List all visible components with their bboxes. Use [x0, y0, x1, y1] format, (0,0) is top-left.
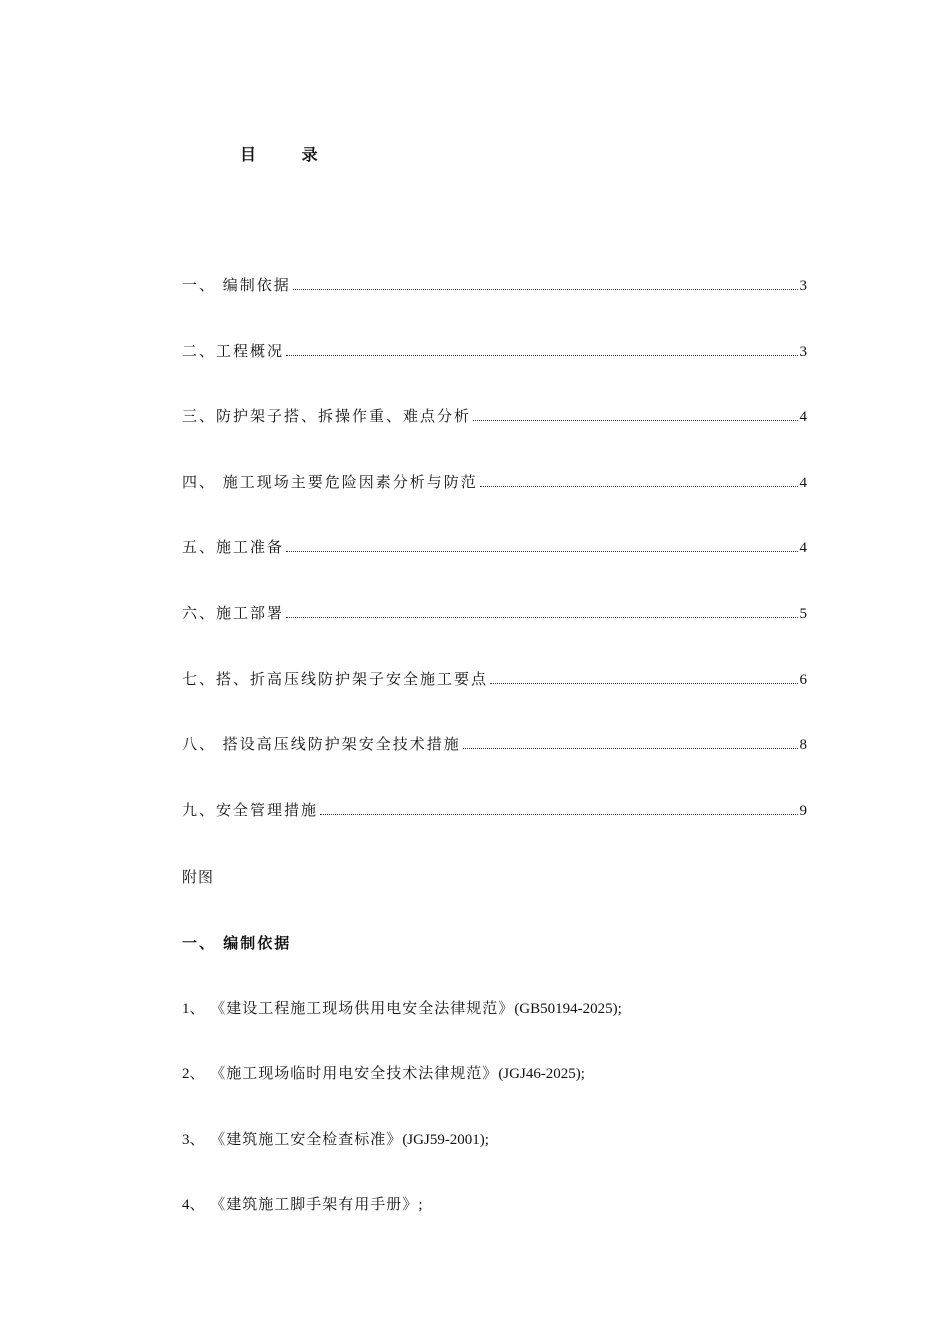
- toc-title: 目 录: [240, 145, 338, 164]
- toc-leader-dots: [473, 419, 797, 421]
- toc-entry[interactable]: [182, 602, 807, 668]
- toc-entry-label: 五、施工准备: [182, 538, 285, 557]
- reference-list: [182, 997, 802, 1258]
- toc-leader-dots: [480, 485, 798, 487]
- toc-entry-page: 3: [799, 343, 807, 360]
- toc-entry[interactable]: [182, 405, 807, 471]
- toc-entry-page: 4: [799, 540, 807, 557]
- reference-title: 《建筑施工安全检查标准》: [210, 1129, 403, 1148]
- toc-leader-dots: [286, 354, 797, 356]
- toc-entry-label: 六、施工部署: [182, 603, 285, 622]
- reference-item: [182, 1062, 802, 1127]
- toc-entry[interactable]: [182, 799, 807, 865]
- toc-entry[interactable]: [182, 471, 807, 537]
- reference-number: 3、: [182, 1131, 205, 1148]
- toc-leader-dots: [490, 682, 797, 684]
- toc-leader-dots: [286, 616, 797, 618]
- toc-entry-page: 5: [799, 605, 807, 622]
- reference-code: ;: [418, 1196, 423, 1213]
- toc-entry[interactable]: [182, 274, 807, 340]
- toc-entry-label: 七、搭、折高压线防护架子安全施工要点: [182, 669, 489, 688]
- toc-entry-label: 八、 搭设高压线防护架安全技术措施: [182, 735, 461, 754]
- reference-item: [182, 1128, 802, 1193]
- reference-item: [182, 1193, 802, 1258]
- reference-title: 《建筑施工脚手架有用手册》: [210, 1194, 419, 1213]
- toc-entry-label: 一、 编制依据: [182, 276, 291, 294]
- toc-leader-dots: [463, 747, 798, 749]
- reference-number: 1、: [182, 1001, 205, 1017]
- toc-entry[interactable]: [182, 733, 807, 799]
- toc-entry[interactable]: [182, 536, 807, 602]
- toc-entry-label: 九、安全管理措施: [182, 800, 319, 819]
- appendix-label: 附图: [182, 868, 215, 886]
- section-heading: 一、 编制依据: [182, 934, 292, 952]
- table-of-contents: [182, 274, 807, 864]
- toc-entry-page: 4: [799, 409, 807, 426]
- reference-code: (JGJ59-2001);: [402, 1131, 489, 1148]
- toc-entry-page: 4: [799, 474, 807, 491]
- toc-entry-page: 6: [799, 671, 807, 688]
- toc-entry-page: 8: [799, 737, 807, 754]
- reference-code: (JGJ46-2025);: [498, 1066, 585, 1083]
- toc-entry-page: 3: [799, 278, 807, 294]
- toc-entry[interactable]: [182, 340, 807, 406]
- reference-title: 《施工现场临时用电安全技术法律规范》: [210, 1064, 499, 1083]
- reference-number: 2、: [182, 1066, 205, 1083]
- toc-entry-label: 三、防护架子搭、拆操作重、难点分析: [182, 407, 472, 426]
- reference-item: [182, 997, 802, 1062]
- toc-entry-label: 四、 施工现场主要危险因素分析与防范: [182, 472, 478, 491]
- toc-leader-dots: [293, 288, 798, 290]
- toc-entry-label: 二、工程概况: [182, 341, 285, 360]
- reference-title: 《建设工程施工现场供用电安全法律规范》: [210, 999, 515, 1017]
- toc-leader-dots: [286, 550, 797, 552]
- toc-leader-dots: [320, 813, 797, 815]
- reference-code: (GB50194-2025);: [514, 1001, 622, 1017]
- toc-entry-page: 9: [799, 802, 807, 819]
- reference-number: 4、: [182, 1196, 205, 1213]
- toc-entry[interactable]: [182, 668, 807, 734]
